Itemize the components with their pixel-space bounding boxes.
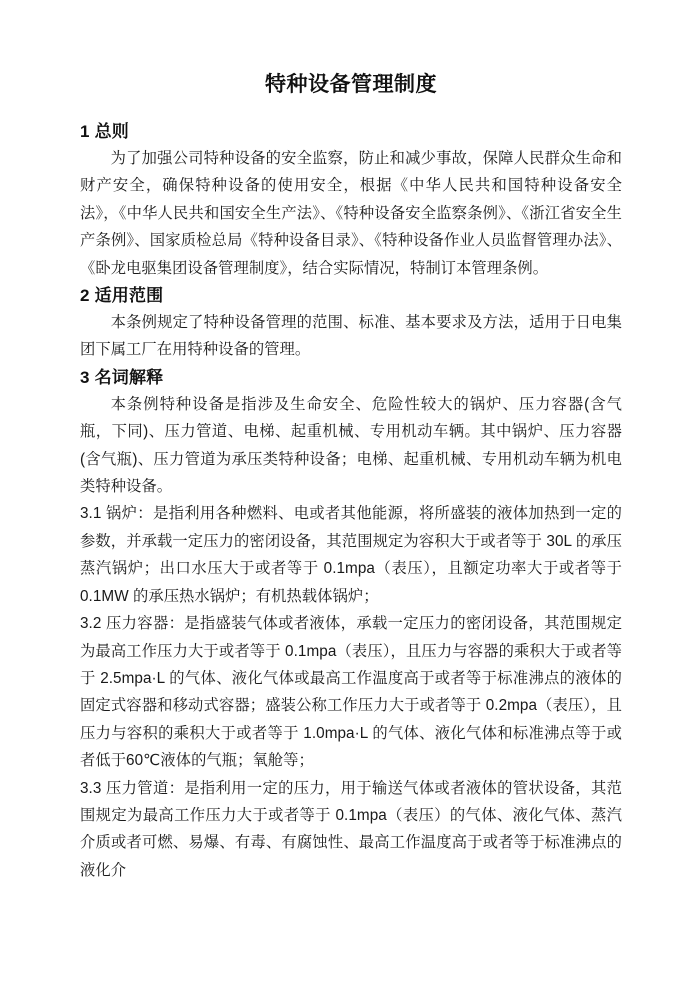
paragraph-3-3-pressure-pipeline: 3.3 压力管道：是指利用一定的压力，用于输送气体或者液体的管状设备，其范围规定为最高工作压力大于或者等于 0.1mpa（表压）的气体、液化气体、蒸汽介质或者可燃、易爆、有毒、有腐蚀性、最高工作温度高于或者等于标准沸点的液化介 (80, 779, 622, 879)
page-content-area (80, 70, 622, 884)
paragraph-3-1-boiler: 3.1 锅炉：是指利用各种燃料、电或者其他能源，将所盛装的液体加热到一定的参数，并承载一定压力的密闭设备，其范围规定为容积大于或者等于 30L 的承压蒸汽锅炉；出口水压大于或者等于 0.1mpa（表压），且额定功率大于或者等于 0.1MW 的承压热水锅炉；有机热载体锅炉； (80, 505, 622, 605)
section-heading-2-scope: 2 适用范围 (80, 286, 164, 306)
paragraph-3-2-pressure-vessel: 3.2 压力容器：是指盛装气体或者液体，承载一定压力的密闭设备，其范围规定为最高工作压力大于或者等于 0.1mpa（表压），且压力与容器的乘积大于或者等于 2.5mpa·L 的气体、液化气体或最高工作温度高于或者等于标准沸点的液体的固定式容器和移动式容器；盛装公称工作压力大于或者等于 0.2mpa（表压），且压力与容积的乘积大于或者等于 1.0mpa·L 的气体、液化气体和标准沸点等于或者低于60℃液体的气瓶；氧舱等； (80, 615, 622, 770)
page-title: 特种设备管理制度 (265, 73, 437, 96)
paragraph-definitions-intro: 本条例特种设备是指涉及生命安全、危险性较大的锅炉、压力容器(含气瓶，下同)、压力管道、电梯、起重机械、专用机动车辆。其中锅炉、压力容器(含气瓶)、压力管道为承压类特种设备；电梯、起重机械、专用机动车辆为机电类特种设备。 (80, 395, 622, 496)
section-heading-1-general-rules: 1 总则 (80, 122, 129, 141)
section-heading-3-definitions: 3 名词解释 (80, 367, 164, 387)
paragraph-scope: 本条例规定了特种设备管理的范围、标准、基本要求及方法，适用于日电集团下属工厂在用特种设备的管理。 (80, 314, 622, 359)
paragraph-general-rules: 为了加强公司特种设备的安全监察，防止和减少事故，保障人民群众生命和财产安全，确保特种设备的使用安全，根据《中华人民共和国特种设备安全法》，《中华人民共和国安全生产法》、《特种设备安全监察条例》、《浙江省安全生产条例》、国家质检总局《特种设备目录》、《特种设备作业人员监督管理办法》、《卧龙电驱集团设备管理制度》，结合实际情况，特制订本管理条例。 (80, 150, 622, 277)
